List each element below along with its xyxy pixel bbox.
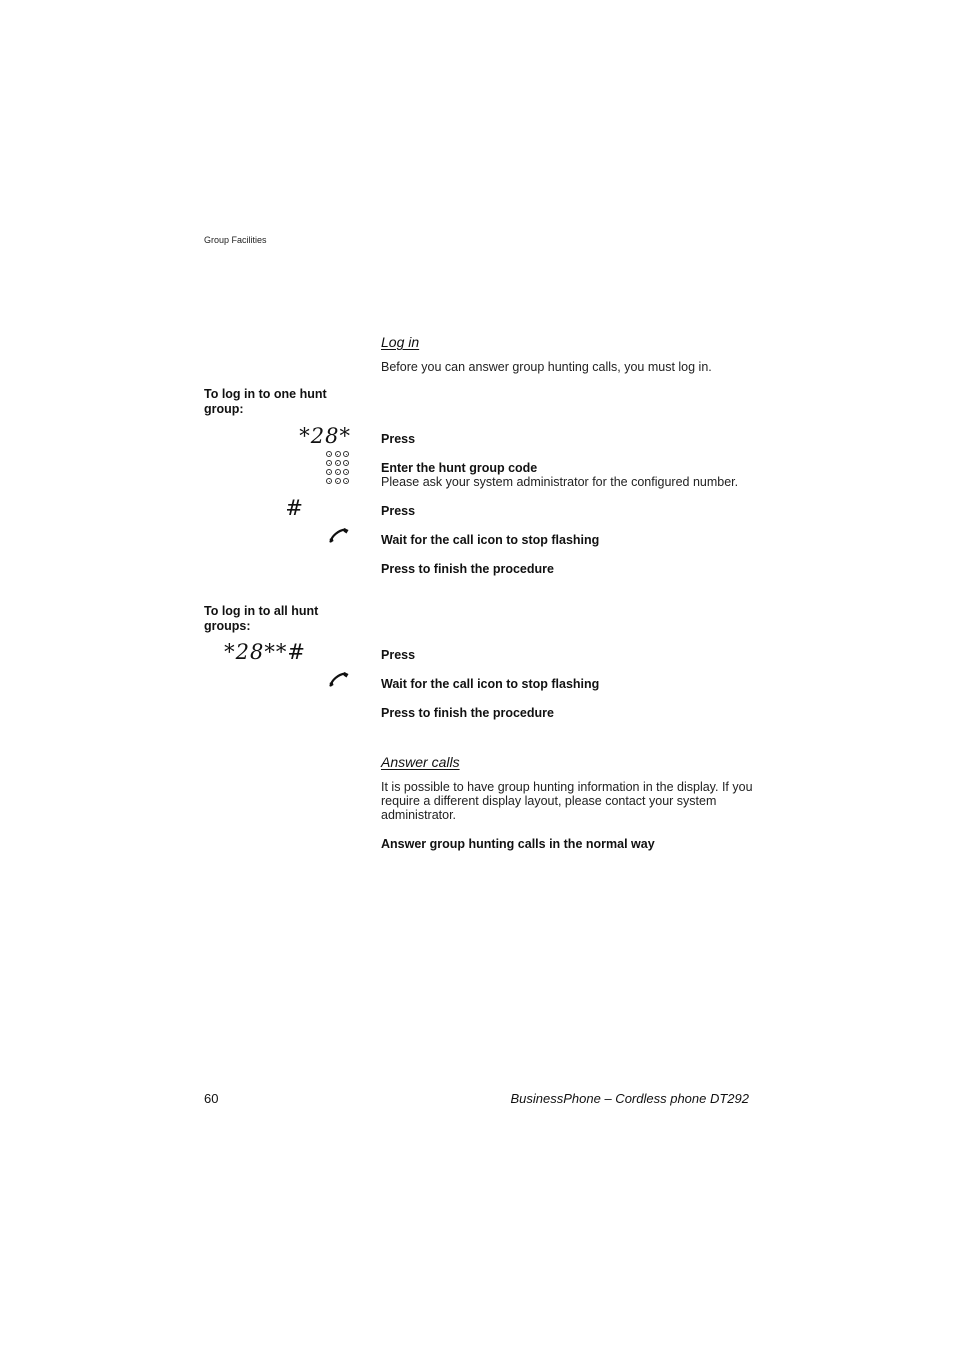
code-star-28-star-star-hash: *28**# xyxy=(224,640,306,664)
step-wait-all: Wait for the call icon to stop flashing xyxy=(381,677,600,691)
document-title: BusinessPhone – Cordless phone DT292 xyxy=(510,1091,749,1106)
step-enter-code: Enter the hunt group code xyxy=(381,461,538,475)
answer-calls-title: Answer calls xyxy=(381,754,460,770)
page-number: 60 xyxy=(204,1091,219,1106)
step-finish-all: Press to finish the procedure xyxy=(381,706,554,720)
code-hash: # xyxy=(285,496,304,520)
step-enter-code-note: Please ask your system administrator for the configured number. xyxy=(381,475,739,489)
all-groups-label: To log in to all hunt groups: xyxy=(204,604,319,633)
one-group-label: To log in to one hunt group: xyxy=(204,387,327,416)
code-star-28-star: *28* xyxy=(299,424,351,448)
step-press: Press xyxy=(381,432,416,446)
answer-calls-step: Answer group hunting calls in the normal way xyxy=(381,837,655,851)
step-press-hash: Press xyxy=(381,504,416,518)
log-in-title: Log in xyxy=(381,334,420,350)
log-in-intro: Before you can answer group hunting calls, you must log in. xyxy=(381,360,712,374)
step-press-all: Press xyxy=(381,648,416,662)
answer-calls-text: It is possible to have group hunting information in the display. If you require a different display layout, please contact your system administrator. xyxy=(381,780,753,822)
running-header: Group Facilities xyxy=(204,235,267,245)
phone-handset-icon xyxy=(329,527,350,543)
step-finish: Press to finish the procedure xyxy=(381,562,554,576)
step-wait: Wait for the call icon to stop flashing xyxy=(381,533,600,547)
keypad-icon xyxy=(326,451,350,487)
phone-handset-icon xyxy=(329,671,350,687)
